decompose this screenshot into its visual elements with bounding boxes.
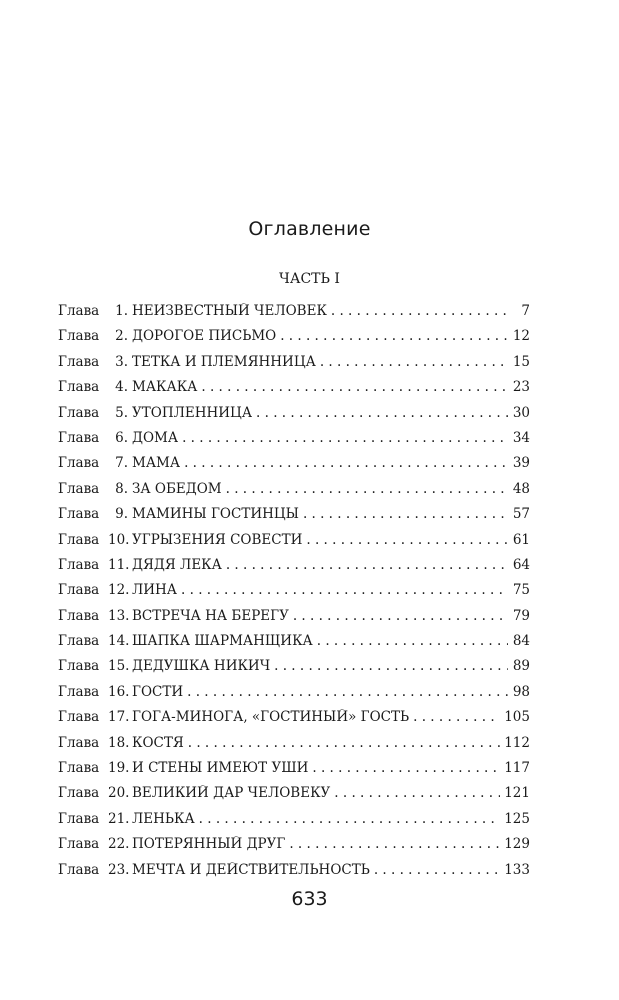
chapter-title: ДЕДУШКА НИКИЧ: [132, 658, 271, 675]
dot-leader: [280, 328, 508, 344]
chapter-label: Глава: [58, 429, 100, 446]
toc-entry[interactable]: [58, 532, 530, 557]
dot-leader: [226, 481, 508, 497]
dot-leader: [331, 303, 508, 319]
chapter-label: Глава: [58, 531, 100, 548]
toc-entry[interactable]: [58, 862, 530, 887]
dot-leader: [226, 557, 508, 573]
chapter-label: Глава: [58, 785, 100, 802]
chapter-page: 84: [512, 633, 530, 650]
chapter-title: ВЕЛИКИЙ ДАР ЧЕЛОВЕКУ: [132, 785, 331, 802]
chapter-number: 7.: [115, 455, 128, 472]
toc-entry[interactable]: [58, 760, 530, 785]
chapter-number: 13.: [108, 607, 130, 624]
chapter-title: ЛЕНЬКА: [132, 810, 195, 827]
chapter-title: МАМИНЫ ГОСТИНЦЫ: [132, 506, 299, 523]
toc-entry[interactable]: [58, 658, 530, 683]
toc-entry[interactable]: [58, 633, 530, 658]
page-number: 633: [291, 888, 328, 910]
chapter-title: ДОМА: [132, 429, 179, 446]
toc-entry[interactable]: [58, 582, 530, 607]
chapter-number: 20.: [108, 785, 130, 802]
chapter-title: КОСТЯ: [132, 734, 184, 751]
chapter-number: 21.: [108, 810, 130, 827]
chapter-title: ЛИНА: [132, 582, 178, 599]
chapter-title: ДЯДЯ ЛЕКА: [132, 556, 222, 573]
chapter-page: 98: [512, 683, 530, 700]
dot-leader: [374, 862, 500, 878]
chapter-title: МАКАКА: [132, 379, 198, 396]
chapter-page: 15: [512, 353, 530, 370]
toc-entry[interactable]: [58, 430, 530, 455]
chapter-page: 125: [504, 810, 530, 827]
dot-leader: [289, 836, 500, 852]
chapter-number: 15.: [108, 658, 130, 675]
toc-entry[interactable]: [58, 405, 530, 430]
chapter-number: 18.: [108, 734, 130, 751]
chapter-number: 2.: [115, 328, 128, 345]
chapter-page: 64: [512, 556, 530, 573]
chapter-number: 10.: [108, 531, 130, 548]
chapter-label: Глава: [58, 556, 100, 573]
chapter-page: 34: [512, 429, 530, 446]
chapter-label: Глава: [58, 303, 100, 319]
dot-leader: [413, 709, 500, 725]
chapter-title: ВСТРЕЧА НА БЕРЕГУ: [132, 607, 289, 624]
chapter-title: ГОГА-МИНОГА, «ГОСТИНЫЙ» ГОСТЬ: [132, 709, 410, 726]
chapter-page: 48: [512, 480, 530, 497]
toc-entry[interactable]: [58, 709, 530, 734]
dot-leader: [184, 455, 508, 471]
chapter-page: 79: [512, 607, 530, 624]
toc-entry[interactable]: [58, 557, 530, 582]
chapter-number: 23.: [108, 861, 130, 878]
chapter-label: Глава: [58, 455, 100, 472]
chapter-page: 133: [504, 861, 530, 878]
chapter-label: Глава: [58, 709, 100, 726]
chapter-title: МЕЧТА И ДЕЙСТВИТЕЛЬНОСТЬ: [132, 861, 370, 878]
chapter-page: 112: [504, 734, 530, 751]
chapter-page: 30: [512, 404, 530, 421]
dot-leader: [312, 760, 500, 776]
chapter-number: 14.: [108, 633, 130, 650]
dot-leader: [188, 735, 500, 751]
chapter-title: НЕИЗВЕСТНЫЙ ЧЕЛОВЕК: [132, 303, 327, 319]
toc-entry[interactable]: [58, 481, 530, 506]
chapter-page: 89: [512, 658, 530, 675]
dot-leader: [199, 811, 501, 827]
dot-leader: [320, 354, 508, 370]
chapter-title: ТЕТКА И ПЛЕМЯННИЦА: [132, 353, 316, 370]
chapter-number: 22.: [108, 836, 130, 853]
dot-leader: [293, 608, 508, 624]
toc-entry[interactable]: [58, 735, 530, 760]
chapter-page: 7: [521, 303, 530, 319]
chapter-title: УТОПЛЕННИЦА: [132, 404, 253, 421]
toc-title: Оглавление: [248, 218, 371, 240]
chapter-label: Глава: [58, 734, 100, 751]
chapter-page: 75: [512, 582, 530, 599]
dot-leader: [334, 785, 500, 801]
chapter-label: Глава: [58, 861, 100, 878]
part-heading: ЧАСТЬ I: [279, 271, 340, 287]
toc-entry[interactable]: [58, 785, 530, 810]
dot-leader: [274, 658, 508, 674]
chapter-label: Глава: [58, 810, 100, 827]
chapter-number: 4.: [115, 379, 128, 396]
chapter-label: Глава: [58, 760, 100, 777]
chapter-page: 12: [512, 328, 530, 345]
chapter-page: 121: [504, 785, 530, 802]
chapter-number: 6.: [115, 429, 128, 446]
chapter-label: Глава: [58, 480, 100, 497]
toc-list: [58, 303, 530, 887]
dot-leader: [187, 684, 508, 700]
chapter-label: Глава: [58, 658, 100, 675]
dot-leader: [181, 582, 508, 598]
chapter-page: 117: [504, 760, 530, 777]
chapter-page: 129: [504, 836, 530, 853]
chapter-number: 3.: [115, 353, 128, 370]
toc-entry[interactable]: [58, 684, 530, 709]
chapter-number: 16.: [108, 683, 130, 700]
chapter-title: ГОСТИ: [132, 683, 184, 700]
chapter-label: Глава: [58, 683, 100, 700]
chapter-page: 39: [512, 455, 530, 472]
chapter-label: Глава: [58, 379, 100, 396]
toc-entry[interactable]: [58, 506, 530, 531]
toc-entry[interactable]: [58, 379, 530, 404]
chapter-label: Глава: [58, 404, 100, 421]
chapter-label: Глава: [58, 328, 100, 345]
toc-entry[interactable]: [58, 836, 530, 861]
chapter-number: 1.: [115, 303, 128, 319]
chapter-title: ШАПКА ШАРМАНЩИКА: [132, 633, 313, 650]
chapter-label: Глава: [58, 633, 100, 650]
chapter-title: ПОТЕРЯННЫЙ ДРУГ: [132, 836, 286, 853]
chapter-title: ЗА ОБЕДОМ: [132, 480, 222, 497]
chapter-number: 8.: [115, 480, 128, 497]
chapter-label: Глава: [58, 506, 100, 523]
chapter-title: ДОРОГОЕ ПИСЬМО: [132, 328, 277, 345]
toc-entry[interactable]: [58, 455, 530, 480]
chapter-title: И СТЕНЫ ИМЕЮТ УШИ: [132, 760, 309, 777]
chapter-title: УГРЫЗЕНИЯ СОВЕСТИ: [132, 531, 303, 548]
chapter-number: 19.: [108, 760, 130, 777]
chapter-label: Глава: [58, 582, 100, 599]
chapter-number: 9.: [115, 506, 128, 523]
chapter-page: 57: [512, 506, 530, 523]
dot-leader: [306, 532, 508, 548]
dot-leader: [182, 430, 508, 446]
toc-entry[interactable]: [58, 328, 530, 353]
dot-leader: [317, 633, 508, 649]
toc-entry[interactable]: [58, 354, 530, 379]
chapter-label: Глава: [58, 836, 100, 853]
toc-entry[interactable]: [58, 303, 530, 328]
dot-leader: [303, 506, 508, 522]
toc-entry[interactable]: [58, 608, 530, 633]
chapter-title: МАМА: [132, 455, 181, 472]
chapter-page: 23: [512, 379, 530, 396]
toc-entry[interactable]: [58, 811, 530, 836]
chapter-label: Глава: [58, 607, 100, 624]
chapter-number: 12.: [108, 582, 130, 599]
chapter-number: 17.: [108, 709, 130, 726]
dot-leader: [201, 379, 508, 395]
chapter-page: 61: [512, 531, 530, 548]
chapter-page: 105: [504, 709, 530, 726]
chapter-number: 5.: [115, 404, 128, 421]
chapter-label: Глава: [58, 353, 100, 370]
chapter-number: 11.: [108, 556, 130, 573]
dot-leader: [256, 405, 508, 421]
